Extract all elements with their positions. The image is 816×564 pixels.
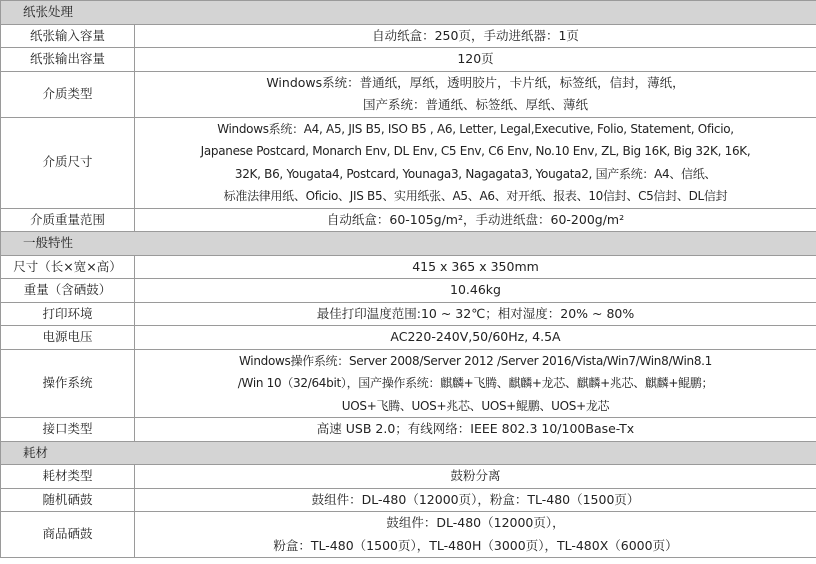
spec-value-line: /Win 10（32/64bit），国产操作系统：麒麟+飞腾、麒麟+龙芯、麒麟+兆芯、麒麟+鲲鹏； xyxy=(237,376,714,390)
spec-value xyxy=(135,48,816,72)
section-title: 一般特性 xyxy=(1,232,816,256)
spec-value xyxy=(135,512,816,558)
spec-row-environment xyxy=(1,302,816,326)
spec-value-line: 鼓组件：DL-480（12000页）， xyxy=(386,515,565,530)
spec-value-line: 自动纸盒：60-105g/m²，手动进纸盘：60-200g/m² xyxy=(326,211,625,227)
spec-label: 打印环境 xyxy=(1,302,135,326)
spec-row-consumable-type xyxy=(1,465,816,489)
spec-label: 介质尺寸 xyxy=(1,117,135,208)
spec-value-line: UOS+飞腾、UOS+兆芯、UOS+鲲鹏、UOS+龙芯 xyxy=(341,398,610,413)
spec-row-retail-cartridge xyxy=(1,512,816,558)
spec-value-line: 鼓粉分离 xyxy=(450,468,501,483)
spec-value xyxy=(135,71,816,117)
spec-value xyxy=(135,255,816,279)
spec-value-line: 415 x 365 x 350mm xyxy=(412,258,539,274)
spec-row-media-size xyxy=(1,117,816,208)
section-title: 耗材 xyxy=(1,441,816,465)
spec-value xyxy=(135,349,816,418)
spec-row-power xyxy=(1,326,816,350)
spec-label: 耗材类型 xyxy=(1,465,135,489)
spec-value-line: Japanese Postcard, Monarch Env, DL Env, C5 Env, C6 Env, No.10 Env, ZL, Big 16K, Big 32K, 16K, xyxy=(200,144,751,158)
spec-value xyxy=(135,488,816,512)
spec-value xyxy=(135,117,816,208)
spec-value-line: 120页 xyxy=(457,51,494,66)
section-header-general xyxy=(1,232,816,256)
spec-row-os xyxy=(1,349,816,418)
section-header-consumables xyxy=(1,441,816,465)
spec-row-output-capacity xyxy=(1,48,816,72)
spec-value-line: Windows系统：A4, A5, JIS B5, ISO B5 , A6, Letter, Legal,Executive, Folio, Statement, Oficio, xyxy=(217,121,734,136)
spec-label: 介质重量范围 xyxy=(1,208,135,232)
spec-label: 商品硒鼓 xyxy=(1,512,135,558)
spec-value xyxy=(135,279,816,303)
spec-value xyxy=(135,326,816,350)
spec-value-line: 鼓组件：DL-480（12000页），粉盒：TL-480（1500页） xyxy=(311,491,640,507)
spec-value xyxy=(135,302,816,326)
spec-value-line: 自动纸盒：250页，手动进纸器：1页 xyxy=(372,27,579,43)
spec-row-media-weight xyxy=(1,208,816,232)
spec-row-media-type xyxy=(1,71,816,117)
spec-label: 纸张输入容量 xyxy=(1,24,135,48)
spec-label: 随机硒鼓 xyxy=(1,488,135,512)
spec-value-line: Windows操作系统：Server 2008/Server 2012 /Server 2016/Vista/Win7/Win8/Win8.1 xyxy=(238,353,713,368)
spec-value-line: 粉盒：TL-480（1500页），TL-480H（3000页），TL-480X（6000页） xyxy=(273,537,678,553)
spec-label: 纸张输出容量 xyxy=(1,48,135,72)
spec-row-input-capacity xyxy=(1,24,816,48)
spec-label: 电源电压 xyxy=(1,326,135,350)
spec-label: 介质类型 xyxy=(1,71,135,117)
spec-label: 操作系统 xyxy=(1,349,135,418)
spec-value-line: AC220-240V,50/60Hz, 4.5A xyxy=(390,329,561,344)
spec-value-line: 10.46kg xyxy=(450,282,501,297)
spec-value xyxy=(135,24,816,48)
section-header-paper-handling xyxy=(1,1,816,25)
spec-value-line: Windows系统：普通纸，厚纸，透明胶片，卡片纸，标签纸，信封，薄纸， xyxy=(266,74,685,90)
spec-label: 接口类型 xyxy=(1,418,135,442)
spec-value-line: 标准法律用纸、Oficio、JIS B5、实用纸张、A5、A6、对开纸、报表、10信封、C5信封、DL信封 xyxy=(223,189,728,203)
spec-value-line: 国产系统：普通纸、标签纸、厚纸、薄纸 xyxy=(363,97,589,112)
spec-row-bundled-cartridge xyxy=(1,488,816,512)
spec-value-line: 32K, B6, Yougata4, Postcard, Younaga3, Nagagata3, Yougata2, 国产系统：A4、信纸、 xyxy=(234,166,717,181)
spec-value-line: 最佳打印温度范围:10 ~ 32℃；相对湿度：20% ~ 80% xyxy=(316,305,635,321)
spec-value xyxy=(135,418,816,442)
spec-value-line: 高速 USB 2.0；有线网络：IEEE 802.3 10/100Base-Tx xyxy=(316,421,635,436)
spec-label: 重量（含硒鼓） xyxy=(1,279,135,303)
spec-row-dimensions xyxy=(1,255,816,279)
section-title: 纸张处理 xyxy=(1,1,816,25)
spec-row-weight xyxy=(1,279,816,303)
spec-label: 尺寸（长×宽×高） xyxy=(1,255,135,279)
spec-value xyxy=(135,465,816,489)
spec-row-interface xyxy=(1,418,816,442)
spec-value xyxy=(135,208,816,232)
